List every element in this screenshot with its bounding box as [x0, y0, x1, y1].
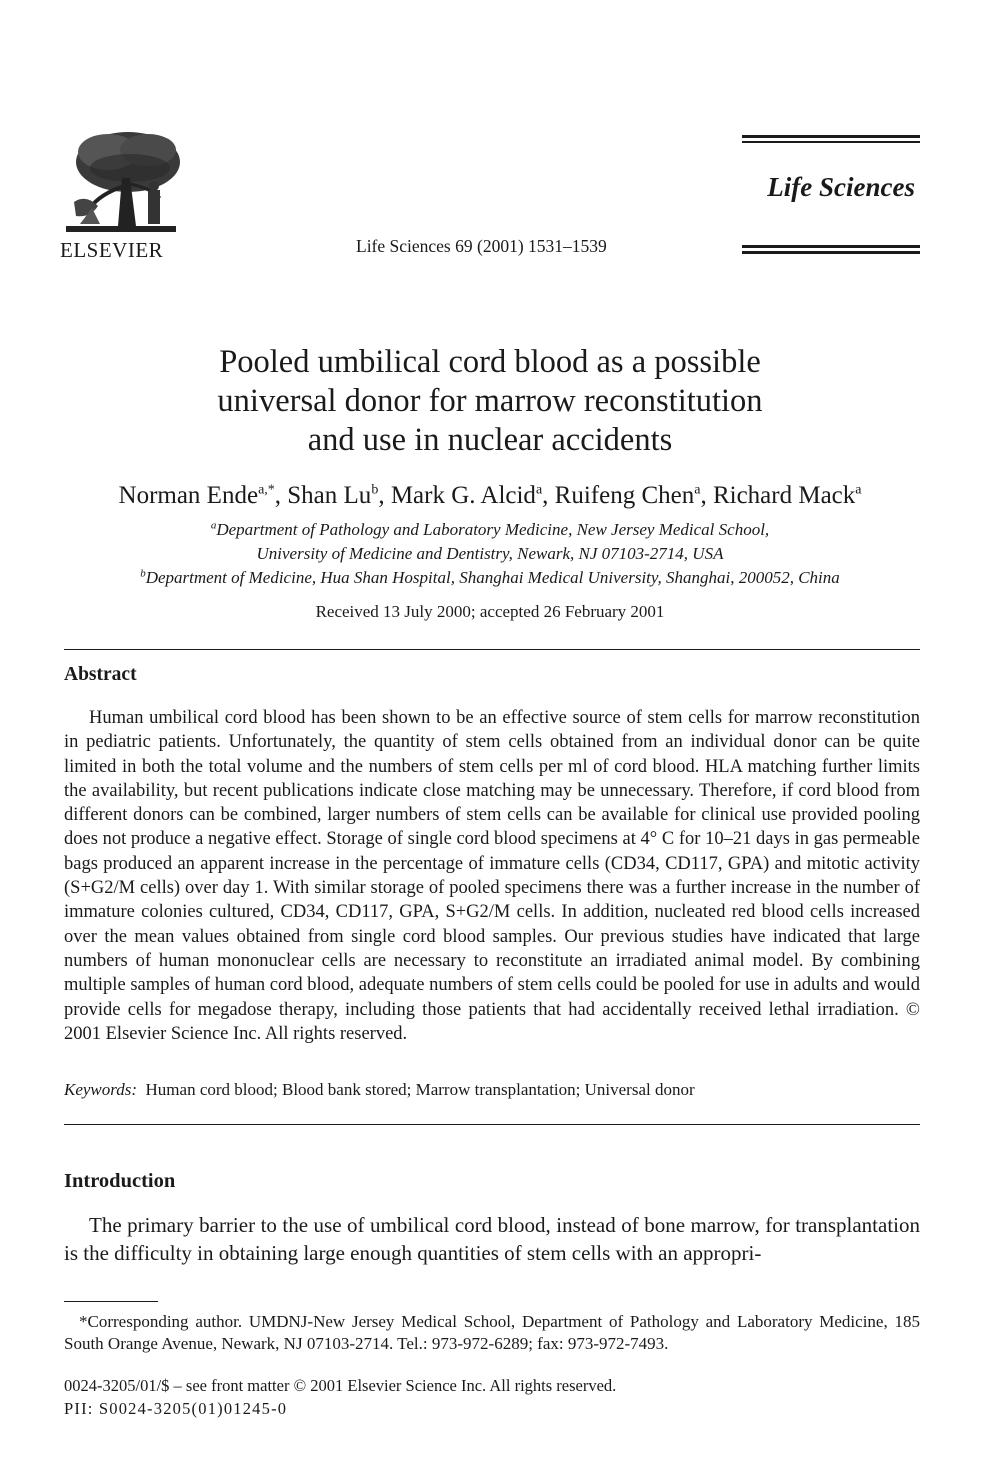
- affiliation-text: Department of Pathology and Laboratory Medicine, New Jersey Medical School,: [216, 520, 770, 539]
- affiliation-a: [60, 520, 920, 540]
- introduction-text: The primary barrier to the use of umbilical cord blood, instead of bone marrow, for transplantation is the difficulty in obtaining large enough quantities of stem cells with an appropri-: [64, 1213, 920, 1265]
- affiliation-text: Department of Medicine, Hua Shan Hospital, Shanghai Medical University, Shanghai, 200052, China: [145, 568, 840, 587]
- affiliation-mark: b: [140, 567, 146, 580]
- corresponding-author-footnote: *Corresponding author. UMDNJ-New Jersey Medical School, Department of Pathology and Laboratory Medicine, 185 South Orange Avenue, Newark, NJ 07103-2714. Tel.: 973-972-6289; fax: 973-972-7493.: [64, 1312, 920, 1353]
- abstract-heading: Abstract: [64, 664, 137, 685]
- author-list: Norman Ende$^{a,*}$, Shan Lu$^b$, Mark G. Alcid$^a$, Ruifeng Chen$^a$, Richard Mack$^a$: [118, 482, 862, 509]
- journal-rule-top-thin: [742, 141, 920, 143]
- abstract-text: Human umbilical cord blood has been shown to be an effective source of stem cells for marrow reconstitution in pediatric patients. Unfortunately, the quantity of stem cells obtained from an individual donor can be quite limited in both the total volume and the numbers of stem cells per ml of cord blood. HLA matching further limits the availability, but recent publications indicate close matching may be unnecessary. Therefore, if cord blood from different donors can be combined, larger numbers of stem cells can be available for clinical use provided pooling does not produce a negative effect. Storage of single cord blood specimens at 4° C for 10–21 days in gas permeable bags produced an apparent increase in the percentage of immature cells (CD34, CD117, GPA) and mitotic activity (S+G2/M cells) over day 1. With similar storage of pooled specimens there was a further increase in the number of immature colonies cultured, CD34, CD117, GPA, S+G2/M cells. In addition, nucleated red blood cells increased over the mean values obtained from single cord blood samples. Our previous studies have indicated that large numbers of human mononuclear cells are necessary to reconstitute an irradiated animal model. By combining multiple samples of human cord blood, adequate numbers of stem cells could be pooled for use in adults and would provide cells for megadose therapy, including those patients that had accidentally received lethal irradiation. © 2001 Elsevier Science Inc. All rights reserved.: [64, 708, 920, 1044]
- author-affiliation-mark: b: [371, 482, 379, 498]
- article-title-line: Pooled umbilical cord blood as a possible: [219, 344, 761, 380]
- keywords-label: Keywords:: [64, 1080, 138, 1099]
- article-title: [60, 343, 920, 460]
- author-affiliation-mark: a: [535, 482, 543, 498]
- article-title-line: universal donor for marrow reconstitution: [217, 383, 763, 419]
- author-affiliation-mark: a: [855, 482, 862, 498]
- article-title-line: and use in nuclear accidents: [307, 422, 673, 458]
- author-name: Ruifeng Chen: [554, 482, 695, 509]
- keywords: [64, 1080, 695, 1100]
- journal-rule-bottom-second: [742, 251, 920, 254]
- author-affiliation-mark: a,*: [258, 482, 275, 498]
- author-name: Mark G. Alcid: [390, 482, 536, 509]
- publisher-logo: [60, 128, 190, 263]
- footnote-divider: [64, 1301, 158, 1302]
- received-dates: Received 13 July 2000; accepted 26 February 2001: [315, 602, 665, 621]
- publisher-name: ELSEVIER: [60, 238, 164, 262]
- divider: [64, 649, 920, 650]
- journal-rule-top: [742, 135, 920, 138]
- author-affiliation-mark: a: [694, 482, 701, 498]
- front-matter-line: 0024-3205/01/$ – see front matter © 2001 Elsevier Science Inc. All rights reserved.: [64, 1376, 617, 1395]
- divider: [64, 1124, 920, 1125]
- affiliation-a-continued: University of Medicine and Dentistry, Newark, NJ 07103-2714, USA: [256, 544, 724, 563]
- affiliation-b: [60, 568, 920, 588]
- journal-title: Life Sciences: [767, 172, 915, 202]
- journal-rule-bottom: [742, 245, 920, 248]
- author-name: Shan Lu: [287, 482, 372, 509]
- elsevier-tree-logo-icon: [60, 128, 182, 240]
- pii-line: PII: S0024-3205(01)01245-0: [64, 1399, 288, 1418]
- affiliation-mark: a: [210, 519, 217, 532]
- author-name: Norman Ende: [118, 482, 259, 509]
- introduction-heading: Introduction: [64, 1170, 176, 1192]
- journal-citation: Life Sciences 69 (2001) 1531–1539: [356, 236, 607, 256]
- keywords-list: Human cord blood; Blood bank stored; Marrow transplantation; Universal donor: [145, 1080, 695, 1099]
- author-name: Richard Mack: [712, 482, 856, 509]
